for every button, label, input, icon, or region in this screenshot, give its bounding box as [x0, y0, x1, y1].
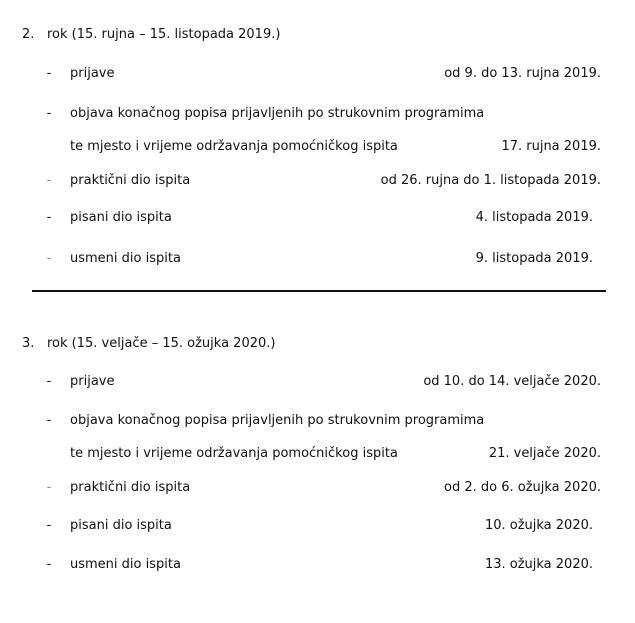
item-date: 9. listopada 2019. — [475, 251, 593, 266]
item-date: 13. ožujka 2020. — [484, 557, 593, 572]
item-date: 17. rujna 2019. — [501, 139, 601, 154]
item-label: te mjesto i vrijeme održavanja pomoćničkog ispita — [70, 446, 398, 461]
bullet-dash: - — [46, 374, 52, 389]
section-heading: rok (15. veljače – 15. ožujka 2020.) — [47, 336, 276, 351]
bullet-dash: - — [46, 173, 52, 188]
section-divider — [32, 290, 606, 292]
bullet-dash: - — [46, 413, 52, 428]
section-heading: rok (15. rujna – 15. listopada 2019.) — [47, 27, 281, 42]
bullet-dash: - — [46, 480, 52, 495]
item-date: 10. ožujka 2020. — [484, 518, 593, 533]
section-number: 2. — [22, 27, 35, 42]
bullet-dash: - — [46, 210, 52, 225]
bullet-dash: - — [46, 66, 52, 81]
item-label: te mjesto i vrijeme održavanja pomoćničkog ispita — [70, 139, 398, 154]
item-date: od 26. rujna do 1. listopada 2019. — [380, 173, 601, 188]
item-label: pisani dio ispita — [70, 210, 172, 225]
item-date: od 9. do 13. rujna 2019. — [444, 66, 601, 81]
item-label: usmeni dio ispita — [70, 251, 181, 266]
item-date: od 10. do 14. veljače 2020. — [423, 374, 601, 389]
item-label: prijave — [70, 374, 115, 389]
item-date: 4. listopada 2019. — [475, 210, 593, 225]
item-label: praktični dio ispita — [70, 173, 191, 188]
bullet-dash: - — [46, 106, 52, 121]
item-label: objava konačnog popisa prijavljenih po strukovnim programima — [70, 413, 485, 428]
item-label: objava konačnog popisa prijavljenih po strukovnim programima — [70, 106, 485, 121]
item-date: 21. veljače 2020. — [488, 446, 601, 461]
section-number: 3. — [22, 336, 35, 351]
item-label: praktični dio ispita — [70, 480, 191, 495]
bullet-dash: - — [46, 251, 52, 266]
item-label: pisani dio ispita — [70, 518, 172, 533]
bullet-dash: - — [46, 518, 52, 533]
item-date: od 2. do 6. ožujka 2020. — [444, 480, 601, 495]
item-label: usmeni dio ispita — [70, 557, 181, 572]
item-label: prijave — [70, 66, 115, 81]
bullet-dash: - — [46, 557, 52, 572]
